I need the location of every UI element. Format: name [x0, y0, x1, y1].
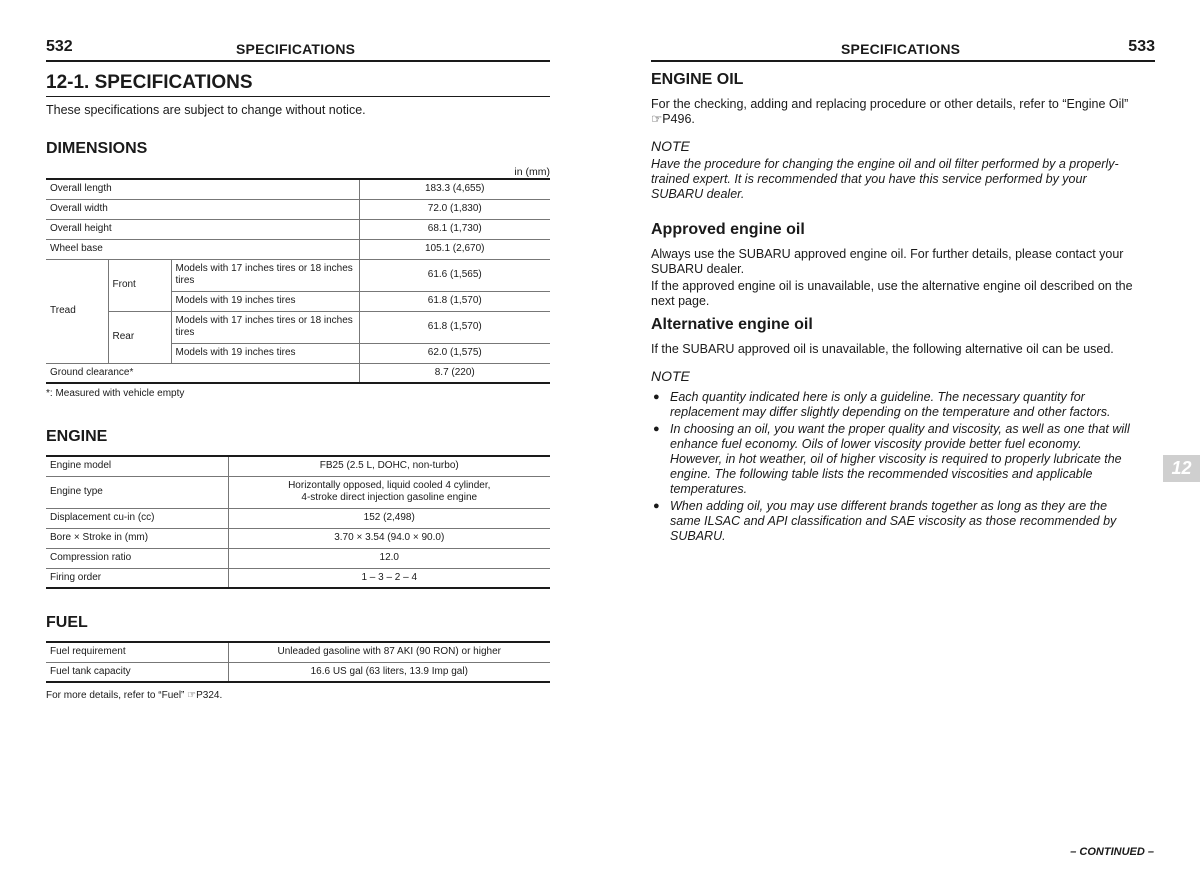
text-line: replacement may differ slightly depending on the temperature and other factors. [670, 405, 1111, 419]
fuel-reference-link[interactable]: For more details, refer to “Fuel” ☞P324. [46, 690, 223, 701]
alternative-oil-text: If the SUBARU approved oil is unavailable, the following alternative oil can be used. [651, 342, 1114, 356]
row-label: Compression ratio [46, 548, 228, 568]
row-value: FB25 (2.5 L, DOHC, non-turbo) [228, 456, 550, 476]
table-row [46, 568, 550, 588]
fuel-table [46, 641, 550, 683]
text-line: next page. [651, 294, 710, 308]
engine-oil-heading: ENGINE OIL [651, 71, 744, 88]
row-value: 68.1 (1,730) [359, 219, 550, 239]
row-label: Engine type [46, 476, 228, 508]
row-value: 12.0 [228, 548, 550, 568]
text-line: Have the procedure for changing the engine oil and oil filter performed by a properly- [651, 157, 1119, 171]
table-row [46, 311, 550, 343]
dimensions-table [46, 178, 550, 384]
list-item [651, 499, 1155, 544]
right-page-header [651, 38, 1155, 62]
approved-oil-text [651, 247, 1155, 309]
row-value: 72.0 (1,830) [359, 199, 550, 219]
text-line: However, in hot weather, oil of higher viscosity is required to properly lubricate the [670, 452, 1122, 466]
table-row [46, 199, 550, 219]
left-page [46, 0, 550, 896]
row-label: Models with 17 inches tires or 18 inches tires [171, 259, 359, 291]
front-label: Front [108, 259, 171, 311]
dimensions-footnote: *: Measured with vehicle empty [46, 388, 185, 399]
table-row [46, 179, 550, 199]
note-bullet-list [651, 390, 1155, 546]
unit-label: in (mm) [514, 166, 550, 178]
note-label: NOTE [651, 138, 690, 154]
row-label: Bore × Stroke in (mm) [46, 528, 228, 548]
chapter-tab[interactable]: 12 [1163, 455, 1200, 482]
dimensions-heading: DIMENSIONS [46, 140, 148, 157]
text-line: SUBARU. [670, 529, 726, 543]
text-line: same ILSAC and API classification and SAE viscosity as those recommended by [670, 514, 1117, 528]
row-value: 152 (2,498) [228, 508, 550, 528]
table-row [46, 476, 550, 508]
rear-label: Rear [108, 311, 171, 363]
row-label: Fuel requirement [46, 642, 228, 662]
row-label: Overall height [46, 219, 359, 239]
text-line: In choosing an oil, you want the proper quality and viscosity, as well as one that will [670, 422, 1130, 436]
row-value: 3.70 × 3.54 (94.0 × 90.0) [228, 528, 550, 548]
tread-label: Tread [46, 259, 108, 363]
continued-label: – CONTINUED – [1070, 846, 1154, 858]
bullet-icon: ● [653, 423, 660, 435]
header-title: SPECIFICATIONS [841, 41, 961, 57]
page-number: 532 [46, 38, 73, 55]
text-line: Each quantity indicated here is only a guideline. The necessary quantity for [670, 390, 1085, 404]
row-value: 62.0 (1,575) [359, 343, 550, 363]
text-line: Always use the SUBARU approved engine oil. For further details, please contact your [651, 247, 1124, 261]
row-value: 183.3 (4,655) [359, 179, 550, 199]
row-label: Ground clearance* [46, 363, 359, 383]
text-line: engine. The following table lists the recommended viscosities and applicable [670, 467, 1093, 481]
row-value: Unleaded gasoline with 87 AKI (90 RON) or higher [228, 642, 550, 662]
row-value: 8.7 (220) [359, 363, 550, 383]
section-title: 12-1. SPECIFICATIONS [46, 72, 550, 97]
note-text [651, 157, 1155, 202]
row-value [228, 476, 550, 508]
bullet-icon: ● [653, 500, 660, 512]
text-line: temperatures. [670, 482, 748, 496]
row-label: Models with 17 inches tires or 18 inches tires [171, 311, 359, 343]
alternative-oil-heading: Alternative engine oil [651, 316, 813, 333]
row-label: Fuel tank capacity [46, 662, 228, 682]
row-label: Engine model [46, 456, 228, 476]
text-line: trained expert. It is recommended that you have this service performed by your [651, 172, 1087, 186]
fuel-heading: FUEL [46, 614, 88, 631]
approved-oil-heading: Approved engine oil [651, 221, 805, 238]
row-label: Models with 19 inches tires [171, 343, 359, 363]
list-item [651, 422, 1155, 497]
engine-heading: ENGINE [46, 428, 108, 445]
table-row [46, 548, 550, 568]
engine-oil-reference-link[interactable]: ☞P496. [651, 112, 695, 126]
table-row [46, 363, 550, 383]
header-title: SPECIFICATIONS [236, 41, 356, 57]
value-line: Horizontally opposed, liquid cooled 4 cylinder, [288, 480, 491, 491]
table-row [46, 508, 550, 528]
text-line: For the checking, adding and replacing procedure or other details, refer to “Engine Oil” [651, 97, 1129, 111]
table-row [46, 456, 550, 476]
row-value: 1 – 3 – 2 – 4 [228, 568, 550, 588]
table-row [46, 259, 550, 291]
left-page-header [46, 38, 550, 62]
table-row [46, 642, 550, 662]
note-label: NOTE [651, 368, 690, 384]
row-label: Firing order [46, 568, 228, 588]
text-line: When adding oil, you may use different brands together as long as they are the [670, 499, 1108, 513]
table-row [46, 662, 550, 682]
row-value: 105.1 (2,670) [359, 239, 550, 259]
row-label: Models with 19 inches tires [171, 291, 359, 311]
row-label: Displacement cu-in (cc) [46, 508, 228, 528]
row-value: 61.8 (1,570) [359, 311, 550, 343]
text-line: SUBARU dealer. [651, 187, 745, 201]
text-line: SUBARU dealer. [651, 262, 745, 276]
row-value: 61.8 (1,570) [359, 291, 550, 311]
table-row [46, 219, 550, 239]
bullet-icon: ● [653, 391, 660, 403]
row-label: Overall width [46, 199, 359, 219]
text-line: enhance fuel economy. Oils of lower viscosity provide better fuel economy. [670, 437, 1082, 451]
intro-text: These specifications are subject to change without notice. [46, 103, 366, 117]
table-row [46, 528, 550, 548]
engine-table [46, 455, 550, 589]
value-line: 4-stroke direct injection gasoline engine [301, 492, 478, 503]
list-item [651, 390, 1155, 420]
text-line: If the approved engine oil is unavailable, use the alternative engine oil described on the [651, 279, 1133, 293]
engine-oil-text [651, 97, 1155, 127]
table-row [46, 239, 550, 259]
row-value: 16.6 US gal (63 liters, 13.9 Imp gal) [228, 662, 550, 682]
row-value: 61.6 (1,565) [359, 259, 550, 291]
row-label: Overall length [46, 179, 359, 199]
right-page [651, 0, 1155, 896]
page-number: 533 [1128, 38, 1155, 55]
row-label: Wheel base [46, 239, 359, 259]
